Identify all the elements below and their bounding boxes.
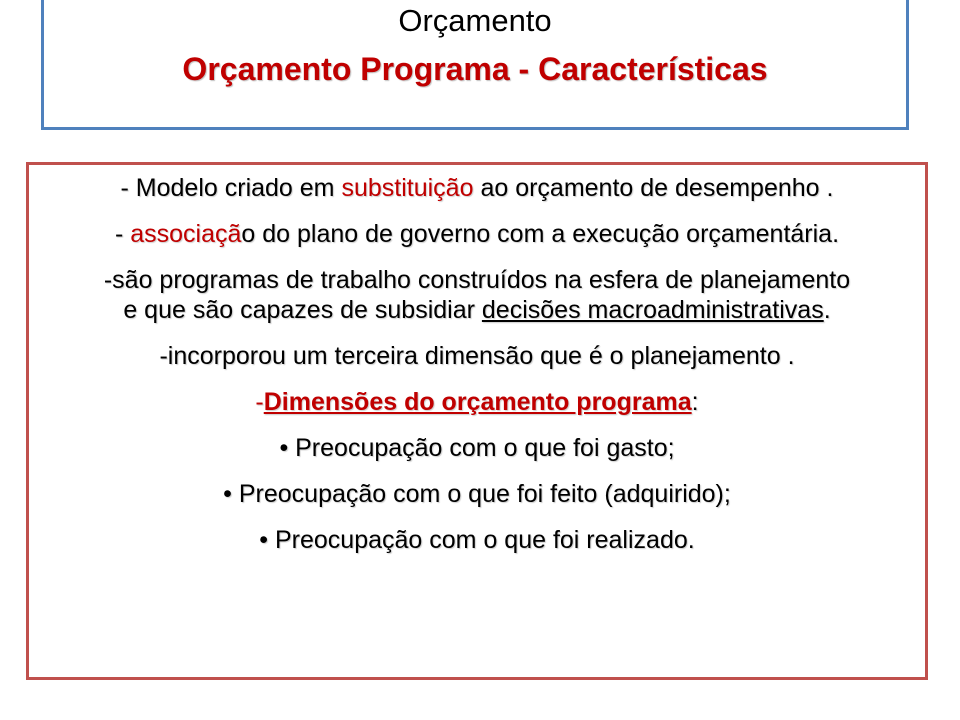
content-line-programas xyxy=(29,265,925,325)
content-line-dimensoes xyxy=(29,387,925,417)
line1-suffix: ao orçamento de desempenho . xyxy=(473,174,834,202)
line5-suffix: : xyxy=(691,388,699,416)
title-box xyxy=(41,0,909,130)
content-line-incorporou xyxy=(29,341,925,371)
line5-prefix: - xyxy=(255,388,264,416)
line2-highlight: associaçã xyxy=(130,220,242,248)
bullet-item-gasto: • Preocupação com o que foi gasto; xyxy=(279,434,675,462)
line3-underlined-term: decisões macroadministrativas xyxy=(481,296,824,324)
line2-suffix: o do plano de governo com a execução orçamentária. xyxy=(241,220,840,248)
content-line-associacao xyxy=(29,219,925,249)
bullet-item-realizado: • Preocupação com o que foi realizado. xyxy=(259,526,695,554)
content-box xyxy=(26,162,928,680)
line3-part1: -são programas de trabalho construídos na esfera de planejamento xyxy=(103,266,851,294)
line5-highlight: Dimensões do orçamento programa xyxy=(263,388,692,416)
content-line-modelo xyxy=(29,173,925,203)
line1-prefix: - Modelo criado em xyxy=(120,174,342,202)
line1-highlight: substituição xyxy=(341,174,474,202)
bullet-item-feito: • Preocupação com o que foi feito (adquirido); xyxy=(223,480,731,508)
page-subtitle: Orçamento Programa - Características xyxy=(182,51,768,87)
line2-prefix: - xyxy=(114,220,131,248)
line3-part2-suffix: . xyxy=(823,296,831,324)
line4-text: -incorporou um terceira dimensão que é o planejamento . xyxy=(159,342,795,370)
line3-part2-prefix: e que são capazes de subsidiar xyxy=(123,296,482,324)
page-title: Orçamento xyxy=(398,3,552,38)
